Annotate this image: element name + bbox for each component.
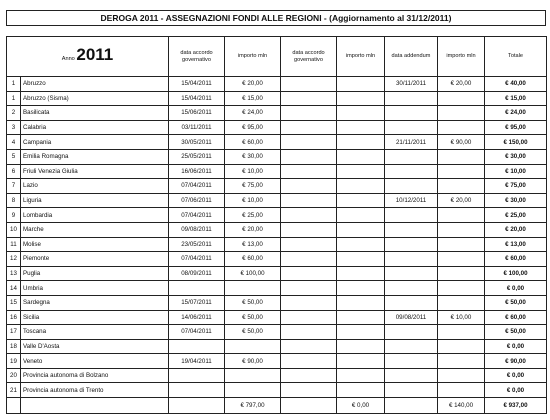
importo-3 — [438, 368, 485, 383]
data-accordo-1: 07/04/2011 — [169, 252, 225, 267]
importo-2 — [337, 325, 385, 340]
importo-2 — [337, 368, 385, 383]
data-accordo-2 — [281, 252, 337, 267]
table-row — [7, 252, 547, 267]
importo-1: € 100,00 — [225, 266, 281, 281]
data-accordo-1: 23/05/2011 — [169, 237, 225, 252]
importo-2 — [337, 237, 385, 252]
header-totale: Totale — [485, 37, 547, 77]
row-number: 16 — [7, 310, 21, 325]
importo-3 — [438, 252, 485, 267]
table-row — [7, 193, 547, 208]
table-row — [7, 77, 547, 92]
data-addendum — [385, 339, 438, 354]
data-accordo-2 — [281, 208, 337, 223]
row-total: € 15,00 — [485, 91, 547, 106]
importo-2 — [337, 193, 385, 208]
importo-2 — [337, 383, 385, 398]
importo-3 — [438, 295, 485, 310]
data-accordo-1: 09/08/2011 — [169, 222, 225, 237]
row-number: 20 — [7, 368, 21, 383]
data-accordo-1: 03/11/2011 — [169, 120, 225, 135]
importo-2 — [337, 120, 385, 135]
data-addendum: 21/11/2011 — [385, 135, 438, 150]
row-number: 15 — [7, 295, 21, 310]
region-name: Valle D'Aosta — [21, 339, 169, 354]
table-row — [7, 368, 547, 383]
row-total: € 10,00 — [485, 164, 547, 179]
importo-3 — [438, 120, 485, 135]
data-accordo-2 — [281, 266, 337, 281]
row-total: € 60,00 — [485, 310, 547, 325]
data-accordo-1: 19/04/2011 — [169, 354, 225, 369]
allocations-table — [6, 36, 547, 414]
data-addendum — [385, 91, 438, 106]
data-accordo-1: 14/06/2011 — [169, 310, 225, 325]
row-total: € 0,00 — [485, 281, 547, 296]
importo-1: € 75,00 — [225, 179, 281, 194]
importo-1 — [225, 368, 281, 383]
importo-3: € 10,00 — [438, 310, 485, 325]
data-addendum — [385, 266, 438, 281]
data-addendum — [385, 208, 438, 223]
totals-row — [7, 398, 547, 414]
data-accordo-1 — [169, 281, 225, 296]
row-number: 17 — [7, 325, 21, 340]
header-importo-2: importo mln — [337, 37, 385, 77]
row-number: 14 — [7, 281, 21, 296]
row-total: € 40,00 — [485, 77, 547, 92]
region-name: Emilia Romagna — [21, 149, 169, 164]
data-addendum — [385, 383, 438, 398]
row-number: 1 — [7, 77, 21, 92]
table-row — [7, 295, 547, 310]
importo-1: € 10,00 — [225, 164, 281, 179]
row-number: 18 — [7, 339, 21, 354]
importo-1: € 24,00 — [225, 106, 281, 121]
data-accordo-2 — [281, 383, 337, 398]
row-number: 11 — [7, 237, 21, 252]
table-row — [7, 106, 547, 121]
table-row — [7, 266, 547, 281]
data-addendum — [385, 222, 438, 237]
importo-1: € 90,00 — [225, 354, 281, 369]
importo-2 — [337, 339, 385, 354]
importo-1 — [225, 383, 281, 398]
data-accordo-2 — [281, 106, 337, 121]
region-name: Umbria — [21, 281, 169, 296]
importo-2 — [337, 222, 385, 237]
table-row — [7, 120, 547, 135]
importo-2 — [337, 310, 385, 325]
importo-3 — [438, 149, 485, 164]
importo-3: € 20,00 — [438, 193, 485, 208]
region-name: Toscana — [21, 325, 169, 340]
importo-1: € 50,00 — [225, 295, 281, 310]
region-name: Lombardia — [21, 208, 169, 223]
table-row — [7, 310, 547, 325]
importo-3 — [438, 281, 485, 296]
table-row — [7, 325, 547, 340]
row-total: € 24,00 — [485, 106, 547, 121]
region-name: Puglia — [21, 266, 169, 281]
header-data-accordo-1: data accordo governativo — [169, 37, 225, 77]
data-accordo-1: 08/09/2011 — [169, 266, 225, 281]
row-number: 21 — [7, 383, 21, 398]
data-accordo-2 — [281, 354, 337, 369]
row-number: 2 — [7, 106, 21, 121]
table-row — [7, 383, 547, 398]
importo-2 — [337, 149, 385, 164]
data-accordo-1: 15/06/2011 — [169, 106, 225, 121]
totals-empty-d1 — [169, 398, 225, 414]
importo-2 — [337, 164, 385, 179]
region-name: Abruzzo — [21, 77, 169, 92]
table-body — [7, 77, 547, 398]
importo-3 — [438, 266, 485, 281]
data-addendum: 09/08/2011 — [385, 310, 438, 325]
row-number: 19 — [7, 354, 21, 369]
row-number: 13 — [7, 266, 21, 281]
data-accordo-1 — [169, 383, 225, 398]
row-total: € 13,00 — [485, 237, 547, 252]
importo-1: € 60,00 — [225, 135, 281, 150]
importo-2 — [337, 135, 385, 150]
totals-empty-region — [21, 398, 169, 414]
year-label: Anno — [61, 55, 75, 62]
importo-1: € 30,00 — [225, 149, 281, 164]
table-row — [7, 164, 547, 179]
row-total: € 30,00 — [485, 149, 547, 164]
header-importo-1: importo mln — [225, 37, 281, 77]
data-addendum — [385, 295, 438, 310]
row-total: € 0,00 — [485, 339, 547, 354]
row-number: 12 — [7, 252, 21, 267]
row-total: € 60,00 — [485, 252, 547, 267]
data-accordo-1: 15/07/2011 — [169, 295, 225, 310]
region-name: Lazio — [21, 179, 169, 194]
data-accordo-2 — [281, 339, 337, 354]
importo-2 — [337, 295, 385, 310]
importo-2 — [337, 354, 385, 369]
row-total: € 150,00 — [485, 135, 547, 150]
data-accordo-1: 07/04/2011 — [169, 208, 225, 223]
table-row — [7, 149, 547, 164]
row-number: 9 — [7, 208, 21, 223]
year-header — [7, 37, 169, 77]
row-total: € 100,00 — [485, 266, 547, 281]
data-accordo-2 — [281, 149, 337, 164]
importo-1: € 95,00 — [225, 120, 281, 135]
importo-2 — [337, 91, 385, 106]
data-addendum — [385, 325, 438, 340]
importo-1 — [225, 281, 281, 296]
table-row — [7, 281, 547, 296]
importo-3 — [438, 164, 485, 179]
row-total: € 50,00 — [485, 295, 547, 310]
region-name: Sardegna — [21, 295, 169, 310]
importo-1: € 50,00 — [225, 310, 281, 325]
importo-3 — [438, 106, 485, 121]
data-accordo-1: 07/06/2011 — [169, 193, 225, 208]
data-addendum: 30/11/2011 — [385, 77, 438, 92]
total-importo-1: € 797,00 — [225, 398, 281, 414]
table-row — [7, 91, 547, 106]
document-title: DEROGA 2011 - ASSEGNAZIONI FONDI ALLE REGIONI - (Aggiornamento al 31/12/2011) — [6, 10, 546, 26]
data-addendum: 10/12/2011 — [385, 193, 438, 208]
data-accordo-1: 15/04/2011 — [169, 91, 225, 106]
importo-1 — [225, 339, 281, 354]
row-total: € 0,00 — [485, 383, 547, 398]
row-number: 4 — [7, 135, 21, 150]
importo-3: € 20,00 — [438, 77, 485, 92]
region-name: Marche — [21, 222, 169, 237]
data-addendum — [385, 106, 438, 121]
data-accordo-2 — [281, 179, 337, 194]
row-total: € 20,00 — [485, 222, 547, 237]
row-total: € 90,00 — [485, 354, 547, 369]
row-number: 5 — [7, 149, 21, 164]
region-name: Friuli Venezia Giulia — [21, 164, 169, 179]
importo-2 — [337, 77, 385, 92]
row-total: € 75,00 — [485, 179, 547, 194]
data-accordo-1: 07/04/2011 — [169, 179, 225, 194]
grand-total: € 937,00 — [485, 398, 547, 414]
data-accordo-1: 07/04/2011 — [169, 325, 225, 340]
region-name: Sicilia — [21, 310, 169, 325]
table-row — [7, 222, 547, 237]
table-row — [7, 354, 547, 369]
row-number: 10 — [7, 222, 21, 237]
data-addendum — [385, 368, 438, 383]
data-accordo-2 — [281, 281, 337, 296]
row-total: € 0,00 — [485, 368, 547, 383]
data-accordo-1 — [169, 339, 225, 354]
importo-1: € 20,00 — [225, 222, 281, 237]
row-number: 7 — [7, 179, 21, 194]
importo-3 — [438, 237, 485, 252]
row-number: 8 — [7, 193, 21, 208]
data-addendum — [385, 354, 438, 369]
row-number: 3 — [7, 120, 21, 135]
importo-2 — [337, 266, 385, 281]
region-name: Calabria — [21, 120, 169, 135]
table-row — [7, 339, 547, 354]
data-accordo-2 — [281, 135, 337, 150]
region-name: Liguria — [21, 193, 169, 208]
importo-3 — [438, 208, 485, 223]
table-row — [7, 237, 547, 252]
region-name: Molise — [21, 237, 169, 252]
importo-3 — [438, 354, 485, 369]
data-accordo-2 — [281, 120, 337, 135]
importo-1: € 60,00 — [225, 252, 281, 267]
importo-2 — [337, 252, 385, 267]
region-name: Provincia autonoma di Trento — [21, 383, 169, 398]
total-importo-3: € 140,00 — [438, 398, 485, 414]
importo-2 — [337, 208, 385, 223]
importo-2 — [337, 106, 385, 121]
document-page — [6, 6, 546, 416]
data-accordo-1: 30/05/2011 — [169, 135, 225, 150]
header-data-accordo-2: data accordo governativo — [281, 37, 337, 77]
data-accordo-2 — [281, 77, 337, 92]
header-data-addendum: data addendum — [385, 37, 438, 77]
table-row — [7, 208, 547, 223]
region-name: Campania — [21, 135, 169, 150]
year-value: 2011 — [76, 44, 114, 64]
region-name: Provincia autonoma di Bolzano — [21, 368, 169, 383]
row-total: € 50,00 — [485, 325, 547, 340]
total-importo-2: € 0,00 — [337, 398, 385, 414]
data-accordo-2 — [281, 193, 337, 208]
data-accordo-1 — [169, 368, 225, 383]
data-addendum — [385, 120, 438, 135]
header-importo-3: importo mln — [438, 37, 485, 77]
data-addendum — [385, 179, 438, 194]
totals-empty-d2 — [281, 398, 337, 414]
importo-1: € 13,00 — [225, 237, 281, 252]
totals-empty-n — [7, 398, 21, 414]
importo-1: € 10,00 — [225, 193, 281, 208]
data-accordo-1: 16/06/2011 — [169, 164, 225, 179]
data-accordo-2 — [281, 237, 337, 252]
data-accordo-2 — [281, 310, 337, 325]
table-header-row — [7, 37, 547, 77]
data-accordo-2 — [281, 368, 337, 383]
importo-3 — [438, 91, 485, 106]
importo-1: € 20,00 — [225, 77, 281, 92]
table-row — [7, 179, 547, 194]
region-name: Abruzzo (Sisma) — [21, 91, 169, 106]
importo-3 — [438, 222, 485, 237]
row-total: € 30,00 — [485, 193, 547, 208]
importo-1: € 15,00 — [225, 91, 281, 106]
importo-2 — [337, 281, 385, 296]
data-addendum — [385, 164, 438, 179]
data-accordo-2 — [281, 164, 337, 179]
importo-1: € 25,00 — [225, 208, 281, 223]
data-addendum — [385, 252, 438, 267]
data-accordo-2 — [281, 222, 337, 237]
row-number: 6 — [7, 164, 21, 179]
importo-3: € 90,00 — [438, 135, 485, 150]
data-addendum — [385, 281, 438, 296]
importo-2 — [337, 179, 385, 194]
data-accordo-1: 15/04/2011 — [169, 77, 225, 92]
data-accordo-1: 25/05/2011 — [169, 149, 225, 164]
table-row — [7, 135, 547, 150]
data-accordo-2 — [281, 325, 337, 340]
importo-3 — [438, 325, 485, 340]
row-number: 1 — [7, 91, 21, 106]
region-name: Basilicata — [21, 106, 169, 121]
importo-3 — [438, 339, 485, 354]
data-addendum — [385, 149, 438, 164]
region-name: Veneto — [21, 354, 169, 369]
row-total: € 95,00 — [485, 120, 547, 135]
importo-1: € 50,00 — [225, 325, 281, 340]
data-accordo-2 — [281, 91, 337, 106]
data-accordo-2 — [281, 295, 337, 310]
row-total: € 25,00 — [485, 208, 547, 223]
region-name: Piemonte — [21, 252, 169, 267]
importo-3 — [438, 383, 485, 398]
totals-empty-d3 — [385, 398, 438, 414]
data-addendum — [385, 237, 438, 252]
importo-3 — [438, 179, 485, 194]
